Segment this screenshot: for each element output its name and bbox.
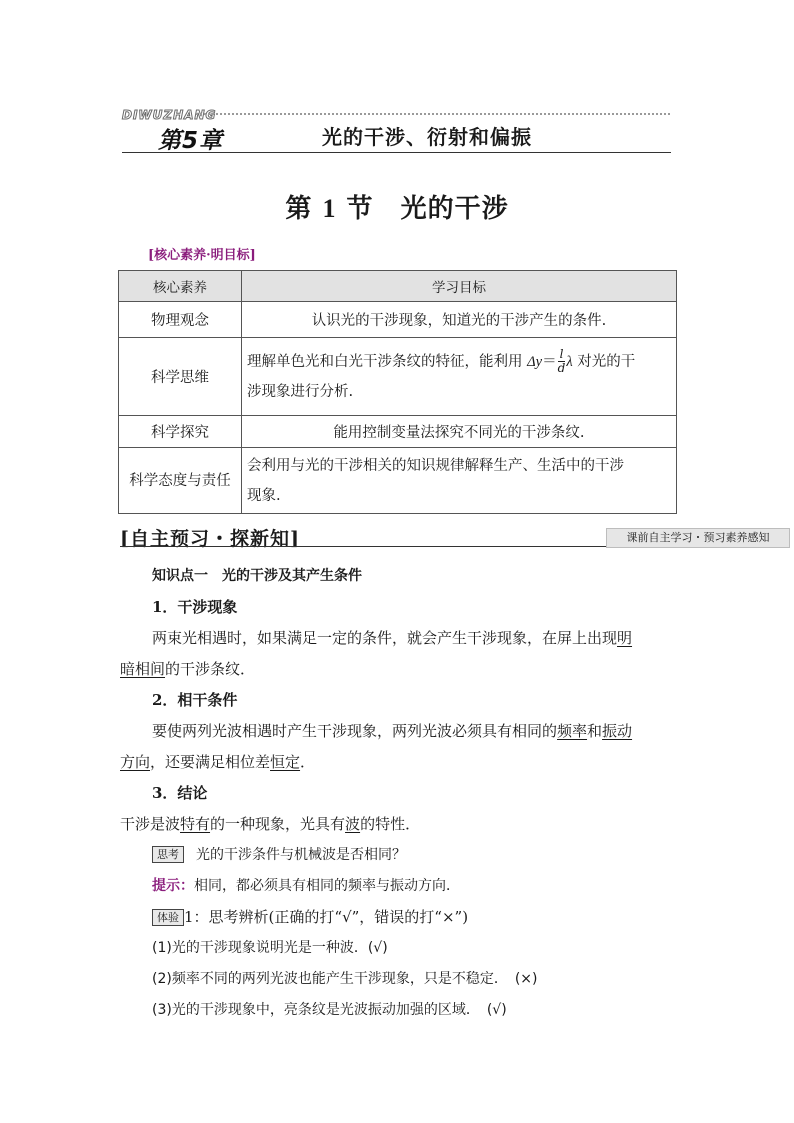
- subsection-title: 1．干涉现象: [152, 598, 238, 616]
- subsection-title: 3．结论: [152, 784, 208, 802]
- paragraph-line: 干涉是波特有的一种现象，光具有波的特性．: [120, 815, 421, 833]
- section-title: [0, 188, 794, 225]
- section-number: 1: [322, 194, 337, 223]
- exercise-item: (2)频率不同的两列光波也能产生干涉现象，只是不稳定． (×): [152, 971, 538, 987]
- subsection-title: 2．相干条件: [152, 691, 238, 709]
- header-core-literacy: 核心素养: [119, 271, 242, 302]
- goals-label: [核心素养·明目标]: [148, 248, 256, 263]
- think-question: 光的干涉条件与机械波是否相同？: [196, 847, 406, 863]
- tip-text: 相同，都必须具有相同的频率与振动方向．: [194, 878, 460, 894]
- exercise-title-line: [152, 907, 468, 927]
- goals-row: [119, 302, 677, 338]
- goal-target: 能用控制变量法探究不同光的干涉条纹.: [242, 416, 677, 448]
- exercise-tag: 体验: [152, 909, 184, 926]
- think-question-line: [152, 845, 406, 865]
- paragraph-line: 暗相间的干涉条纹．: [120, 660, 256, 678]
- goal-category: 科学态度与责任: [119, 448, 242, 514]
- chapter-rule: [122, 152, 671, 153]
- exercise-item: (1)光的干涉现象说明光是一种波．(√): [152, 940, 388, 956]
- paragraph-line: 两束光相遇时，如果满足一定的条件，就会产生干涉现象，在屏上出现明: [152, 629, 633, 647]
- exercise-title: 1：思考辨析(正确的打“√”，错误的打“×”): [184, 908, 469, 926]
- formula-eq: ＝: [542, 353, 557, 370]
- tip-label: 提示：: [152, 878, 194, 894]
- goal-target: 会利用与光的干涉相关的知识规律解释生产、生活中的干涉 现象.: [242, 448, 677, 514]
- preview-badge: 课前自主学习・预习素养感知: [606, 528, 790, 548]
- chapter-pinyin: DIWUZHANG: [122, 108, 217, 122]
- formula-rhs: λ: [566, 353, 573, 370]
- preview-rule: [120, 546, 606, 547]
- paragraph-line: 要使两列光波相遇时产生干涉现象，两列光波必须具有相同的频率和振动: [152, 722, 633, 740]
- goal-target: 认识光的干涉现象，知道光的干涉产生的条件.: [242, 302, 677, 338]
- chapter-title: 光的干涉、衍射和偏振: [322, 125, 532, 149]
- goal-category: 科学思维: [119, 338, 242, 416]
- goal-category: 物理观念: [119, 302, 242, 338]
- exercise-item: (3)光的干涉现象中，亮条纹是光波振动加强的区域． (√): [152, 1002, 507, 1018]
- goals-row: [119, 416, 677, 448]
- think-tag: 思考: [152, 846, 184, 863]
- knowledge-heading: 知识点一 光的干涉及其产生条件: [152, 568, 362, 584]
- formula-numerator: l: [559, 347, 564, 361]
- paragraph-line: 方向，还要满足相位差恒定．: [120, 753, 316, 771]
- section-suffix: 节: [346, 194, 374, 224]
- chapter-dotted-rule: [196, 113, 670, 115]
- preview-title: [自主预习・探新知]: [120, 528, 300, 550]
- formula-lhs: Δy: [527, 353, 543, 370]
- chapter-label: 第5章: [158, 128, 224, 154]
- section-prefix: 第: [285, 194, 313, 224]
- goals-table: [118, 270, 677, 514]
- goal-target: 理解单色光和白光干涉条纹的特征，能利用 Δy＝ $\frac{l}{d}$ λ 对光的干 涉现象进行分析.: [242, 338, 677, 416]
- formula-fraction: [558, 348, 566, 375]
- goal-category: 科学探究: [119, 416, 242, 448]
- think-tip-line: [152, 876, 460, 896]
- section-name: 光的干涉: [400, 194, 509, 224]
- goals-row: [119, 448, 677, 514]
- goals-row: [119, 338, 677, 416]
- header-learning-goal: 学习目标: [242, 271, 677, 302]
- formula-denominator: d: [557, 361, 566, 375]
- goals-header-row: [119, 271, 677, 302]
